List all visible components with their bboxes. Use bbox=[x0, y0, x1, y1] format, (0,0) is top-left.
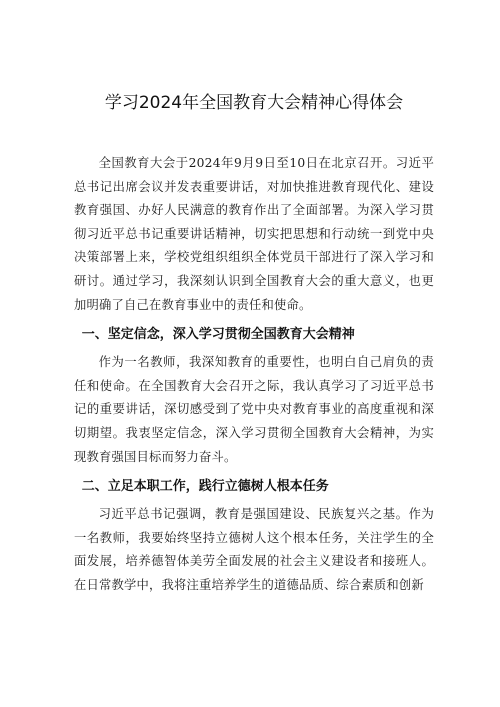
intro-paragraph: 全国教育大会于2024年9月9日至10日在北京召开。习近平总书记出席会议并发表重要讲话，对加快推进教育现代化、建设教育强国、办好人民满意的教育作出了全面部署。为深入学习贯彻习近平总书记重要讲话精神，切实把思想和行动统一到党中央决策部署上来，学校党组织组织全体党员干部进行了深入学习和研讨。通过学习，我深刻认识到全国教育大会的重大意义，也更加明确了自己在教育事业中的责任和使命。 bbox=[74, 156, 434, 312]
section-heading-2: 二、立足本职工作，践行立德树人根本任务 bbox=[81, 479, 329, 495]
section-heading-1: 一、坚定信念，深入学习贯彻全国教育大会精神 bbox=[81, 327, 355, 343]
document-body bbox=[74, 152, 434, 598]
document-title: 学习2024年全国教育大会精神心得体会 bbox=[104, 93, 404, 113]
section-paragraph-1: 作为一名教师，我深知教育的重要性，也明白自己肩负的责任和使命。在全国教育大会召开之际，我认真学习了习近平总书记的重要讲话，深切感受到了党中央对教育事业的高度重视和深切期望。我衷坚定信念，深入学习贯彻全国教育大会精神，为实现教育强国目标而努力奋斗。 bbox=[74, 355, 434, 464]
section-paragraph-2: 习近平总书记强调，教育是强国建设、民族复兴之基。作为一名教师，我要始终坚持立德树人这个根本任务，关注学生的全面发展，培养德智体美劳全面发展的社会主义建设者和接班人。在日常教学中，我将注重培养学生的道德品质、综合素质和创新 bbox=[74, 507, 434, 592]
